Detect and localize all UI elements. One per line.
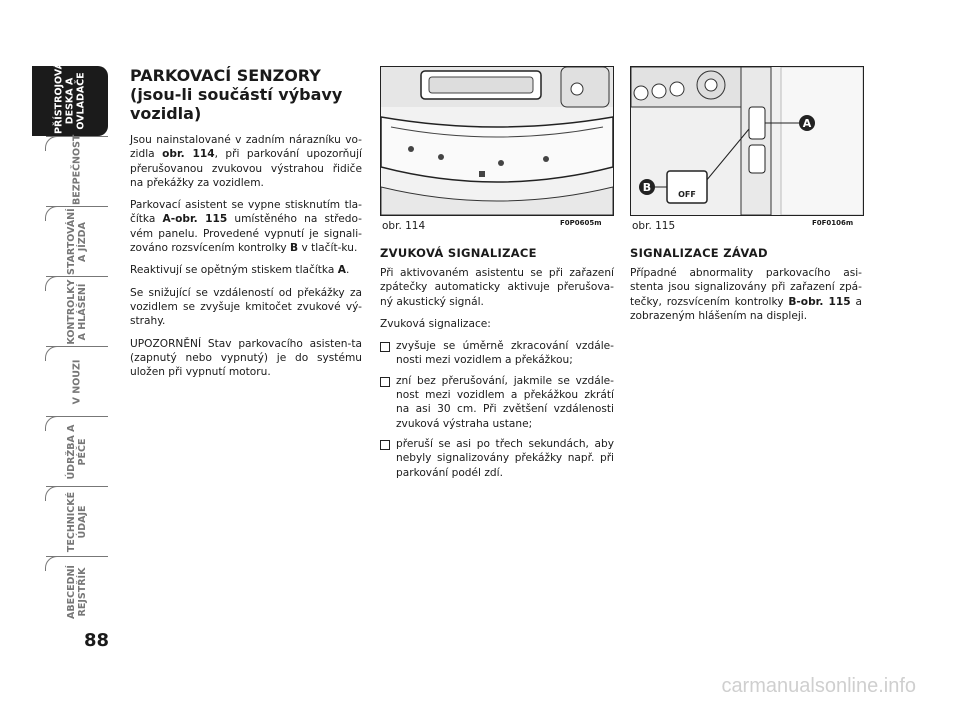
bullet-box-icon — [380, 440, 390, 450]
subsection-title: SIGNALIZACE ZÁVAD — [630, 246, 768, 260]
tab-kontrolky[interactable] — [46, 276, 108, 346]
paragraph: Zvuková signalizace: — [380, 317, 491, 330]
tab-label: ÚDRŽBA A PÉČE — [66, 423, 88, 480]
section-parking-sensors — [130, 66, 362, 387]
tab-pristrojova-deska[interactable] — [32, 62, 108, 136]
paragraph: Jsou nainstalované v zadním nárazníku vo-zidla obr. 114, při parkování upozorňují přerušovanou zvukovou výstrahou řidiče na překážky za vozidlem. — [130, 134, 362, 189]
paragraph: UPOZORNĚNÍ Stav parkovacího asisten-ta (zapnutý nebo vypnutý) je do systému uložen při vypnutí motoru. — [130, 337, 362, 379]
tab-label: KONTROLKY A HLÁŠENÍ — [66, 278, 88, 345]
tab-rejstrik[interactable] — [46, 556, 108, 626]
tab-label: V NOUZI — [71, 359, 83, 404]
tab-label: STARTOVÁNÍ A JÍZDA — [66, 207, 88, 275]
subsection-title: ZVUKOVÁ SIGNALIZACE — [380, 246, 537, 260]
tab-v-nouzi[interactable] — [46, 346, 108, 416]
tab-label: TECHNICKÉ ÚDAJE — [66, 491, 88, 552]
figure-115-center-panel — [630, 66, 864, 216]
paragraph: Parkovací asistent se vypne stisknutím tla-čítka A-obr. 115 umístěného na středo-vém panelu. Provedené vypnutí je signali-zováno rozsvícením kontrolky B v tlačít-ku. — [130, 199, 362, 255]
paragraph: Se snižující se vzdáleností od překážky za vozidlem se zvyšuje kmitočet zvukové vý-strahy. — [130, 286, 362, 328]
paragraph: Případné abnormality parkovacího asi-stenta jsou signalizovány při zařazení zpá-tečky, rozsvícením kontrolky B-obr. 115 a zobrazeným hlášením na displeji. — [630, 267, 863, 322]
figure-114-rear-bumper — [380, 66, 614, 216]
figure-114-code: F0P0605m — [560, 219, 602, 227]
page-number: 88 — [84, 630, 110, 651]
tab-startovani[interactable] — [46, 206, 108, 276]
off-label: OFF — [678, 190, 696, 199]
callout-a: A — [802, 117, 812, 130]
tab-label: ABECEDNÍ REJSTŘÍK — [66, 564, 88, 619]
list-item: přeruší se asi po třech sekundách, aby nebyly signalizovány překážky např. při parkování podél zdí. — [380, 437, 614, 480]
paragraph: Reaktivují se opětným stiskem tlačítka A. — [130, 264, 350, 277]
section-audible-signal — [380, 246, 614, 486]
tab-bezpecnost[interactable] — [46, 136, 108, 206]
list-item: zvyšuje se úměrně zkracování vzdále-nosti mezi vozidlem a překážkou; — [380, 339, 614, 368]
center-panel-illustration — [631, 67, 863, 215]
paragraph: Při aktivovaném asistentu se při zařazení zpátečky automaticky aktivuje přerušova-ný akustický signál. — [380, 267, 614, 308]
tab-technicke-udaje[interactable] — [46, 486, 108, 556]
tab-label: PŘÍSTROJOVÁ DESKA A OVLADAČE — [53, 62, 87, 134]
watermark: carmanualsonline.info — [721, 675, 916, 697]
list-item: zní bez přerušování, jakmile se vzdále-nost mezi vozidlem a překážkou zkrátí na asi 30 cm. Při zvětšení vzdálenosti zvuková výstraha ustane; — [380, 374, 614, 431]
tab-udrzba[interactable] — [46, 416, 108, 486]
section-title: PARKOVACÍ SENZORY (jsou-li součástí výbavy vozidla) — [130, 66, 343, 123]
bullet-list — [380, 339, 614, 480]
bullet-box-icon — [380, 342, 390, 352]
figure-115-code: F0F0106m — [812, 219, 854, 227]
bullet-box-icon — [380, 377, 390, 387]
tab-label: BEZPEČNOST — [71, 134, 83, 205]
section-fault-signal — [630, 246, 862, 331]
callout-b: B — [642, 181, 652, 194]
figure-114-caption: obr. 114 — [382, 220, 426, 232]
figure-115-caption: obr. 115 — [632, 220, 676, 232]
chapter-sidebar — [46, 62, 108, 626]
rear-bumper-illustration — [381, 67, 613, 215]
